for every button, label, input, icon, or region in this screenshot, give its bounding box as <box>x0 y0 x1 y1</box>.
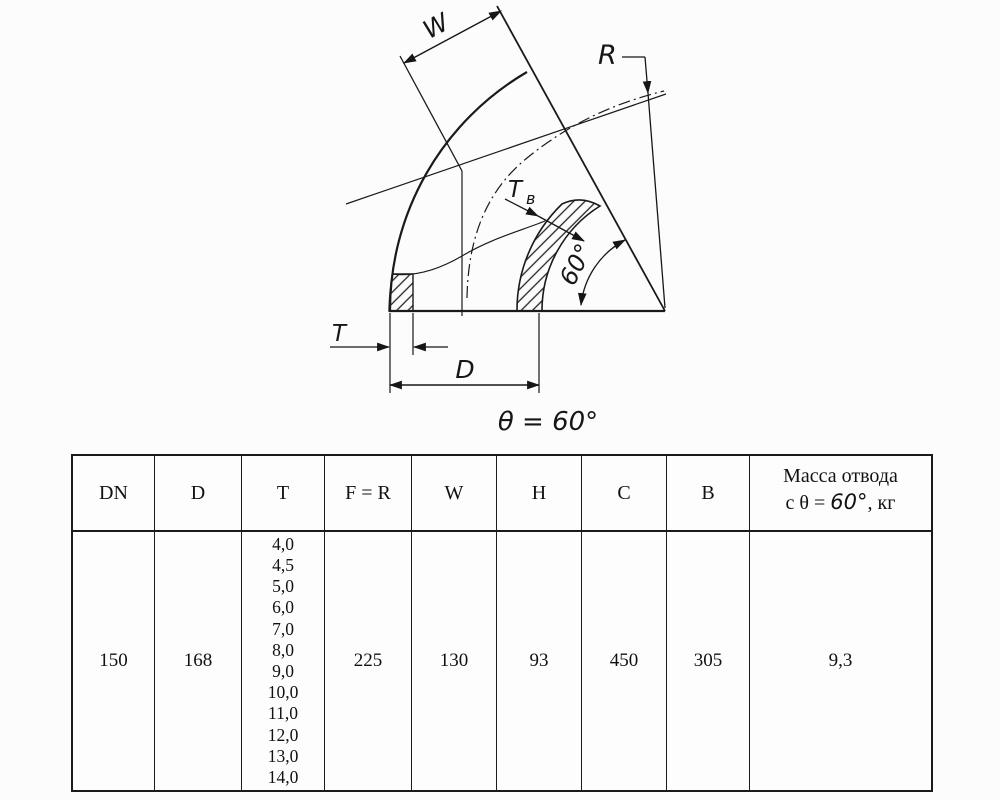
wall-section-extrados <box>389 274 413 311</box>
header-f-r: F = R <box>325 456 412 532</box>
header-c: C <box>582 456 667 532</box>
header-h: H <box>497 456 582 532</box>
t-value: 7,0 <box>272 618 294 639</box>
cell-t-values <box>242 532 325 790</box>
r-radius-line <box>648 93 665 308</box>
t-value: 5,0 <box>272 576 294 597</box>
dimension-table <box>71 454 933 792</box>
t-label: Т <box>332 321 347 347</box>
t-value: 10,0 <box>267 682 299 703</box>
r-leader-arrow <box>645 57 648 93</box>
header-d: D <box>155 456 242 532</box>
t-value: 11,0 <box>268 703 298 724</box>
header-t: T <box>242 456 325 532</box>
cell-dn: 150 <box>73 532 155 790</box>
w-extension-line <box>400 56 462 171</box>
t-inner-sub-label: в <box>526 189 536 208</box>
t-inner-label: Т <box>508 177 523 203</box>
header-mass <box>750 456 931 532</box>
d-label: D <box>455 355 475 384</box>
theta-caption: θ = 60° <box>497 407 599 437</box>
header-mass-line1: Масса отвода <box>783 465 898 487</box>
t-value: 9,0 <box>272 661 294 681</box>
w-label: W <box>418 7 454 45</box>
t-value: 4,0 <box>272 533 294 554</box>
t-value: 4,5 <box>272 554 294 575</box>
header-mass-line2: с θ = 60°, кг <box>785 490 896 514</box>
r-label: R <box>598 40 617 71</box>
cell-c: 450 <box>582 532 667 790</box>
t-value: 12,0 <box>267 724 299 745</box>
inclined-axis-centerline <box>346 94 666 204</box>
break-line <box>392 221 545 275</box>
t-value: 8,0 <box>272 639 294 660</box>
header-dn: DN <box>73 456 155 532</box>
t-value: 13,0 <box>267 745 299 766</box>
cell-d: 168 <box>155 532 242 790</box>
cell-f-r: 225 <box>325 532 412 790</box>
cell-w: 130 <box>412 532 497 790</box>
cell-mass: 9,3 <box>828 650 853 671</box>
header-w: W <box>412 456 497 532</box>
angle-label: 60° <box>553 239 599 290</box>
cell-h: 93 <box>497 532 582 790</box>
t-extension-lines <box>390 313 413 355</box>
t-value: 6,0 <box>272 597 294 618</box>
t-value: 14,0 <box>267 767 299 788</box>
header-b: B <box>667 456 750 532</box>
cell-b: 305 <box>667 532 750 790</box>
